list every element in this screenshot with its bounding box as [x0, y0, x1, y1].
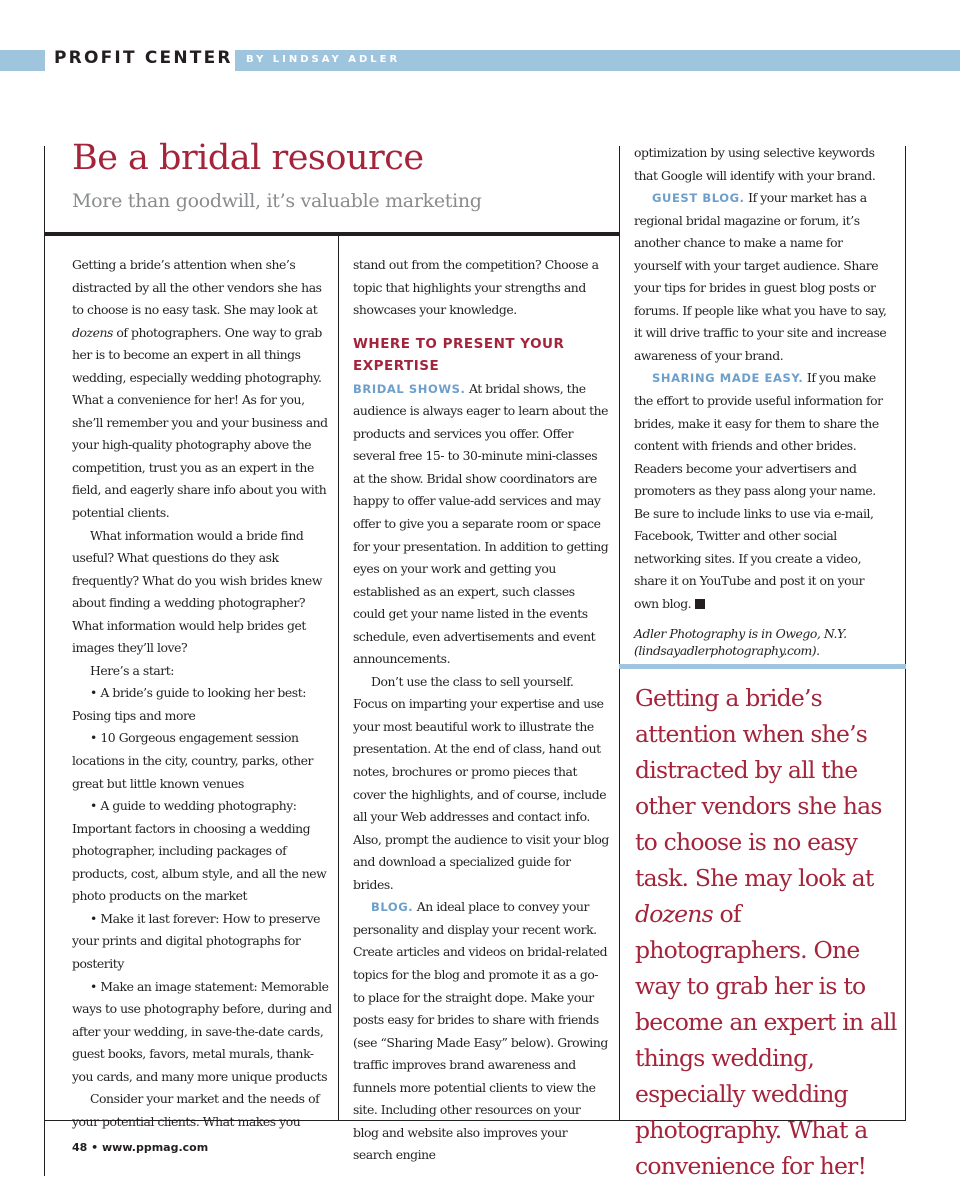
kicker: BLOG. [371, 900, 414, 915]
paragraph: What information would a bride find useful? What questions do they ask frequently? What do you wish brides knew about finding a wedding photographer? What information would help brides get images they’ll love? [72, 527, 322, 656]
paragraph: GUEST BLOG. If your market has a regional bridal magazine or forum, it’s another chance to make a name for yourself with your target audience. Share your tips for brides in guest blog posts or forums. If people like what you have to say, it will drive traffic to your site and increase awareness of your brand. [634, 190, 887, 363]
kicker: BRIDAL SHOWS. [353, 381, 466, 396]
right-column-rule [905, 146, 906, 1120]
column-3 [634, 142, 890, 659]
article-title: Be a bridal resource [72, 138, 424, 178]
section-heading: WHERE TO PRESENT YOUR EXPERTISE [353, 335, 565, 375]
left-column-rule [44, 146, 45, 1176]
kicker: SHARING MADE EASY. [652, 371, 804, 386]
end-mark-icon [695, 599, 705, 609]
article-subtitle: More than goodwill, it’s valuable marketing [72, 190, 482, 212]
paragraph: BLOG. An ideal place to convey your personality and display your recent work. Create articles and videos on bridal-related topics for the blog and promote it as a go-to place for the straight dope. Make your posts easy for brides to share with friends (see “Sharing Made Easy” below). Growing traffic improves brand awareness and funnels more potential clients to view the site. Including other resources on your blog and website also improves your search engine [353, 899, 608, 1163]
bullet-item: • A bride’s guide to looking her best: Posing tips and more [72, 685, 306, 723]
author-credit: Adler Photography is in Owego, N.Y. (lindsayadlerphotography.com). [634, 626, 847, 659]
pull-quote: Getting a bride’s attention when she’s distracted by all the other vendors she has to choose is no easy task. She may look at dozens of photographers. One way to grab her is to become an expert in all things wedding, especially wedding photography. What a convenience for her! [635, 684, 897, 1180]
paragraph: Consider your market and the needs of your potential clients. What makes you [72, 1091, 320, 1129]
title-rule [44, 232, 619, 236]
paragraph: Don’t use the class to sell yourself. Focus on imparting your expertise and use your most beautiful work to illustrate the presentation. At the end of class, hand out notes, brochures or promo pieces that cover the highlights, and of course, include all your Web addresses and contact info. Also, prompt the audience to visit your blog and download a specialized guide for brides. [353, 673, 609, 892]
paragraph: optimization by using selective keywords that Google will identify with your brand. [634, 145, 876, 183]
paragraph: Getting a bride’s attention when she’s distracted by all the other vendors she has to choose is no easy task. She may look at dozens of photographers. One way to grab her is to become an expert in all things wedding, especially wedding photography. What a convenience for her! As for you, she’ll remember you and your business and your high-quality photography above the competition, trust you as an expert in the field, and eagerly share info about you with potential clients. [72, 257, 328, 521]
column-1 [72, 254, 334, 1133]
section-title: PROFIT CENTER [54, 48, 233, 68]
col-divider-2 [619, 146, 620, 1120]
bullet-item: • Make an image statement: Memorable ways to use photography before, during and after your wedding, in save-the-date cards, guest books, favors, metal murals, thank-you cards, and many more unique products [72, 978, 332, 1084]
paragraph: BRIDAL SHOWS. At bridal shows, the audience is always eager to learn about the products and services you offer. Offer several free 15- to 30-minute mini-classes at the show. Bridal show coordinators are happy to offer value-add services and may offer to give you a separate room or space for your presentation. In addition to getting eyes on your work and getting you established as an expert, such classes could get your name listed in the events schedule, even advertisements and event announcements. [353, 380, 609, 667]
author-byline: BY LINDSAY ADLER [246, 54, 401, 65]
bullet-item: • 10 Gorgeous engagement session locations in the city, country, parks, other great but little known venues [72, 730, 314, 791]
paragraph: Here’s a start: [90, 662, 175, 678]
pullquote-rule [619, 664, 906, 669]
bullet-item: • A guide to wedding photography: Important factors in choosing a wedding photographer, including packages of products, cost, album style, and all the new photo products on the market [72, 798, 327, 904]
page-footer: 48 • www.ppmag.com [72, 1141, 209, 1154]
kicker: GUEST BLOG. [652, 191, 745, 206]
paragraph: stand out from the competition? Choose a topic that highlights your strengths and showcases your knowledge. [353, 257, 599, 318]
bullet-item: • Make it last forever: How to preserve your prints and digital photographs for posterity [72, 910, 321, 971]
column-2 [353, 254, 609, 1167]
col-divider-1 [338, 236, 339, 1120]
paragraph: SHARING MADE EASY. If you make the effort to provide useful information for brides, make it easy for them to share the content with friends and other brides. Readers become your advertisers and promoters as they pass along your name. Be sure to include links to use via e-mail, Facebook, Twitter and other social networking sites. If you create a video, share it on YouTube and post it on your own blog. [634, 370, 883, 611]
